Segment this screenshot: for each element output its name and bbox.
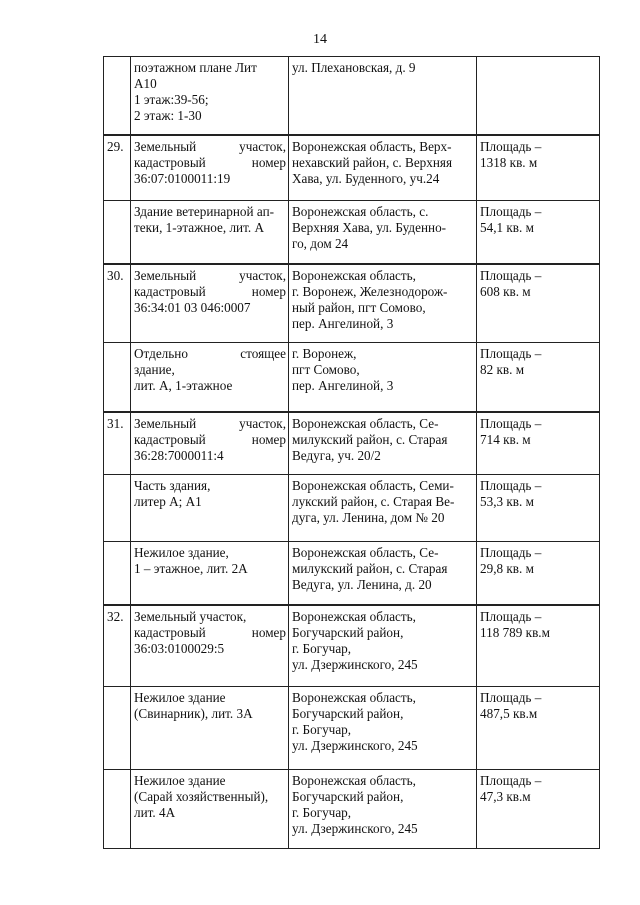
object-line: Нежилое здание xyxy=(134,690,226,705)
address-line: Воронежская область, xyxy=(292,267,416,283)
address-line: г. Богучар, xyxy=(292,640,352,656)
area-line: Площадь – xyxy=(480,478,542,493)
address-line: Воронежская область, Се- xyxy=(292,545,439,560)
address-line: Воронежская область, xyxy=(292,773,416,788)
item-number-cell: 31. xyxy=(104,412,131,475)
address-cell xyxy=(289,770,477,849)
object-line: поэтажном плане Лит xyxy=(134,60,257,75)
address-line: ул. Плехановская, д. 9 xyxy=(292,60,416,75)
object-line: Часть здания, xyxy=(134,478,211,493)
address-line: ул. Дзержинского, 245 xyxy=(292,821,418,836)
address-line: Верхняя Хава, ул. Буденно- xyxy=(292,220,447,235)
object-line: 36:34:01 03 046:0007 xyxy=(134,299,251,315)
address-line: Воронежская область, Верх- xyxy=(292,138,452,154)
object-description-cell xyxy=(131,605,289,687)
address-line: Богучарский район, xyxy=(292,789,404,804)
address-cell xyxy=(289,687,477,770)
address-cell xyxy=(289,135,477,201)
page-number: 14 xyxy=(313,32,327,47)
object-line: Нежилое здание, xyxy=(134,545,229,560)
object-line: (Свинарник), лит. 3А xyxy=(134,706,253,721)
item-number-cell: 32. xyxy=(104,605,131,687)
table-row xyxy=(104,687,600,770)
address-line: Богучарский район, xyxy=(292,624,404,640)
area-cell xyxy=(477,605,600,687)
address-line: пер. Ангелиной, 3 xyxy=(292,378,394,393)
object-line: Земельный участок, xyxy=(134,138,286,154)
item-number-cell xyxy=(104,475,131,542)
object-line: Земельный участок, xyxy=(134,267,286,283)
table-row xyxy=(104,343,600,412)
address-line: г. Воронеж, xyxy=(292,346,357,361)
object-line: 2 этаж: 1-30 xyxy=(134,108,202,123)
table-row xyxy=(104,605,600,687)
address-line: пер. Ангелиной, 3 xyxy=(292,315,394,331)
address-line: Воронежская область, xyxy=(292,608,416,624)
area-line: Площадь – xyxy=(480,690,542,705)
item-number-cell xyxy=(104,201,131,264)
object-line: кадастровый номер xyxy=(134,624,286,640)
object-line: Здание ветеринарной ап- xyxy=(134,204,275,219)
area-line: Площадь – xyxy=(480,608,542,624)
area-line: Площадь – xyxy=(480,346,542,361)
table-row xyxy=(104,542,600,605)
object-description-cell xyxy=(131,135,289,201)
address-line: Ведуга, ул. Ленина, д. 20 xyxy=(292,577,432,592)
object-line: кадастровый номер xyxy=(134,283,286,299)
object-line: Нежилое здание xyxy=(134,773,226,788)
area-line: Площадь – xyxy=(480,415,542,431)
area-line: 53,3 кв. м xyxy=(480,494,534,509)
address-line: Воронежская область, с. xyxy=(292,204,429,219)
object-description-cell xyxy=(131,770,289,849)
address-cell xyxy=(289,57,477,135)
object-line: лит. А, 1-этажное xyxy=(134,378,233,393)
object-line: (Сарай хозяйственный), xyxy=(134,789,269,804)
object-line: А10 xyxy=(134,76,157,91)
area-cell xyxy=(477,343,600,412)
item-number-cell xyxy=(104,770,131,849)
area-line: 487,5 кв.м xyxy=(480,706,538,721)
object-line: лит. 4А xyxy=(134,805,176,820)
address-line: Хава, ул. Буденного, уч.24 xyxy=(292,170,440,186)
object-line: кадастровый номер xyxy=(134,431,286,447)
area-line: Площадь – xyxy=(480,773,542,788)
address-line: ный район, пгт Сомово, xyxy=(292,299,426,315)
item-number-cell: 30. xyxy=(104,264,131,343)
object-description-cell xyxy=(131,57,289,135)
area-line: 608 кв. м xyxy=(480,283,531,299)
item-number-cell: 29. xyxy=(104,135,131,201)
area-cell xyxy=(477,201,600,264)
table-row xyxy=(104,201,600,264)
address-line: ул. Дзержинского, 245 xyxy=(292,738,418,753)
item-number-cell xyxy=(104,542,131,605)
object-line: 1 – этажное, лит. 2А xyxy=(134,561,248,576)
area-line: 54,1 кв. м xyxy=(480,220,534,235)
area-line: Площадь – xyxy=(480,267,542,283)
area-line: Площадь – xyxy=(480,545,542,560)
item-number-cell xyxy=(104,343,131,412)
table-row xyxy=(104,264,600,343)
address-line: г. Богучар, xyxy=(292,722,352,737)
area-cell xyxy=(477,542,600,605)
address-line: Воронежская область, Се- xyxy=(292,415,439,431)
address-line: дуга, ул. Ленина, дом № 20 xyxy=(292,510,445,525)
object-description-cell xyxy=(131,542,289,605)
object-description-cell xyxy=(131,475,289,542)
item-number-cell xyxy=(104,57,131,135)
table-row xyxy=(104,57,600,135)
area-line: 82 кв. м xyxy=(480,362,525,377)
object-description-cell xyxy=(131,264,289,343)
area-cell xyxy=(477,475,600,542)
address-cell xyxy=(289,542,477,605)
address-cell xyxy=(289,264,477,343)
address-cell xyxy=(289,343,477,412)
area-line: 118 789 кв.м xyxy=(480,624,550,640)
address-line: пгт Сомово, xyxy=(292,362,360,377)
area-line: 1318 кв. м xyxy=(480,154,538,170)
object-line: Отдельно стоящее xyxy=(134,346,286,361)
object-line: 36:03:0100029:5 xyxy=(134,640,225,656)
address-cell xyxy=(289,475,477,542)
address-line: г. Богучар, xyxy=(292,805,352,820)
object-line: Земельный участок, xyxy=(134,608,247,624)
table-row xyxy=(104,475,600,542)
address-line: ул. Дзержинского, 245 xyxy=(292,656,418,672)
object-line: 36:28:7000011:4 xyxy=(134,447,224,463)
object-line: 1 этаж:39-56; xyxy=(134,92,209,107)
address-line: милукский район, с. Старая xyxy=(292,561,448,576)
area-line: 714 кв. м xyxy=(480,431,531,447)
area-line: 29,8 кв. м xyxy=(480,561,534,576)
area-line: 47,3 кв.м xyxy=(480,789,531,804)
object-line: здание, xyxy=(134,362,175,377)
address-line: лукский район, с. Старая Ве- xyxy=(292,494,455,509)
property-table xyxy=(103,56,600,849)
area-cell xyxy=(477,57,600,135)
address-line: нехавский район, с. Верхняя xyxy=(292,154,453,170)
object-line: теки, 1-этажное, лит. А xyxy=(134,220,264,235)
address-cell xyxy=(289,412,477,475)
address-line: милукский район, с. Старая xyxy=(292,431,448,447)
area-line: Площадь – xyxy=(480,204,542,219)
address-cell xyxy=(289,605,477,687)
object-line: литер А; А1 xyxy=(134,494,202,509)
object-description-cell xyxy=(131,343,289,412)
address-line: Ведуга, уч. 20/2 xyxy=(292,447,381,463)
address-cell xyxy=(289,201,477,264)
table-row xyxy=(104,412,600,475)
object-description-cell xyxy=(131,201,289,264)
object-description-cell xyxy=(131,412,289,475)
address-line: Воронежская область, xyxy=(292,690,416,705)
object-line: кадастровый номер xyxy=(134,154,286,170)
area-cell xyxy=(477,687,600,770)
item-number-cell xyxy=(104,687,131,770)
table-row xyxy=(104,135,600,201)
address-line: Богучарский район, xyxy=(292,706,404,721)
area-cell xyxy=(477,264,600,343)
address-line: Воронежская область, Семи- xyxy=(292,478,454,493)
object-line: Земельный участок, xyxy=(134,415,286,431)
property-table-body xyxy=(104,57,600,849)
address-line: г. Воронеж, Железнодорож- xyxy=(292,283,448,299)
object-description-cell xyxy=(131,687,289,770)
table-row xyxy=(104,770,600,849)
object-line: 36:07:0100011:19 xyxy=(134,170,231,186)
address-line: го, дом 24 xyxy=(292,236,349,251)
area-cell xyxy=(477,770,600,849)
area-line: Площадь – xyxy=(480,138,542,154)
area-cell xyxy=(477,412,600,475)
area-cell xyxy=(477,135,600,201)
